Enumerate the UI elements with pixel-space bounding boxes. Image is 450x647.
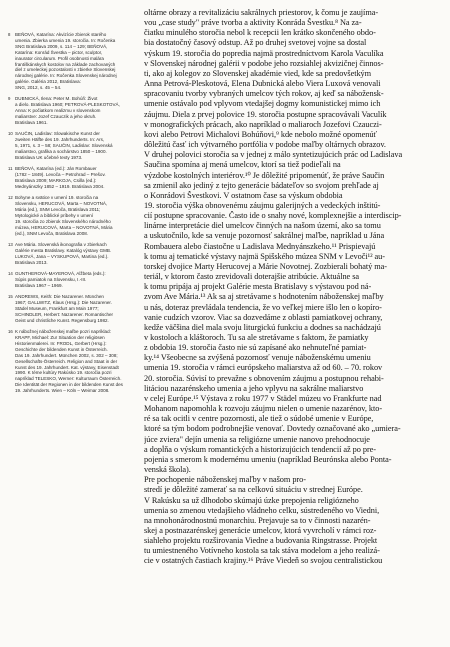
body-text-line: v Slovenskej národnej galérii v podobe jeho rozsiahlej akvizičnej činnos-: [144, 58, 384, 68]
body-text-line: v kostoloch a kláštoroch. Tu sa ale stretávame s faktom, že pamiatky: [144, 333, 369, 342]
body-text-line: V druhej polovici storočia sa v jednej z málo syntetizujúcich prác od Ladislava: [144, 150, 403, 160]
body-text-line: torskej dvojice Marty Herucovej a Márie Novotnej. Zozbierali bohatý ma-: [144, 261, 387, 271]
body-text-line: čiatku minulého storočia nebol k recepcii len krátko skončeného obdo-: [144, 28, 376, 38]
footnote-number: 13: [8, 242, 13, 248]
body-text-line: u nás, doteraz prevládala tendencia, že vo veľkej miere išlo len o kopíro-: [144, 302, 382, 312]
footnote: [8, 131, 138, 161]
body-text-line: o Konrádovi Švestkovi. V ostatnom čase sa výskum obdobia: [144, 190, 343, 200]
footnote: [8, 166, 138, 190]
body-text-line: Pre pochopenie náboženskej maľby v našom pro-: [144, 475, 306, 485]
footnote: [8, 32, 138, 91]
body-text-line: z obdobia 19. storočia často nie sú zapísané ako nehnuteľné pamiat-: [144, 343, 367, 353]
footnote: [8, 195, 138, 236]
body-text-line: cie v ostatných častiach krajiny.¹⁶ Práve Viedeň so svojou centralistickou: [144, 556, 383, 566]
body-text-line: siahleho projektu rozširovania Viedne a budovania Ringstrasse. Projekt: [144, 536, 378, 546]
footnote-number: 15: [8, 294, 13, 300]
body-text-line: výzdobe kostolných interiérov.¹⁰ Je dôležité pripomenúť, že práve Saučin: [144, 170, 385, 180]
body-text-line: k tomu pripája aj projekt Galérie mesta Bratislavy s výstavou pod ná-: [144, 282, 372, 292]
footnote-number: 11: [8, 166, 13, 172]
body-text-line: spracovaniu tvorby vybraných umelcov tých rokov, aj keď sa nábožensk-: [144, 89, 384, 99]
body-text-line: a dopĺňa o výskum romantických a historizujúcich tendencií až po pre-: [144, 444, 377, 454]
footnote-text: K nábožnej náboženskej maľbe pozri napríklad: KRAPF, Michael: Zur Situation der religiösen Historienmalerei. In: FRODL, Gerbert (Hrsg.): Geschichte der bildenden Kunst in Österreich. Das 19. Jahrhundert. München 2002, s. 302 – 308; Gesellschafts-Österreich. Religion and Staat in der Kunst des 19. Jahrhundert. Kat. výstavy, Eisenstadt 1990. K téme kultúry Rakúsko 19. storočia pozri napríklad TELESKO, Werner: Kulturraum Österreich. Die Identität der Regionen in der bildenden Kunst des 19. Jahrhunderts. Wien – Köln – Weimar 2008.: [15, 329, 123, 394]
body-text-line: zvom Ave Mária.¹³ Ak sa aj stretávame s hodnotením náboženskej maľby: [144, 292, 384, 302]
body-text-line: a uskutočnilo, kde sa venuje pozornosť sakrálnej maľbe, napríklad u Jána: [144, 231, 385, 241]
body-text-line: kovi alebo Petrovi Michalovi Bohúňovi,⁹ kde nebolo možné opomenúť: [144, 129, 377, 139]
body-text-line: ktoré sa tým bodom podrobnejšie venovať. Dovtedy označované ako „umiera-: [144, 424, 401, 434]
body-text-line: Saučina spomína aj mená umelcov, ktorí sa tiež podieľali na: [144, 160, 341, 170]
body-text-line: v celej Európe.¹⁵ Výstava z roku 1977 v Städel múzeu vo Frankfurte nad: [144, 393, 382, 403]
body-text-line: Rombauera alebo čiastočne u Ladislava Mednyánszkeho.¹¹ Prispievajú: [144, 241, 376, 251]
footnote: [8, 96, 138, 126]
body-text-line: venská škola).: [144, 465, 191, 475]
body-text-line: skej a postnazarénskej generácie umelcov, ktorá vyvrcholí v rámci roz-: [144, 525, 377, 535]
body-text-line: tu umiestneného Votívneho kostola sa tak stáva modelom a jeho realizá-: [144, 546, 380, 556]
body-text-line: kedže väčšina diel mala svoju liturgickú funkciu a dodnes sa nachádzajú: [144, 322, 381, 332]
footnotes-column: [8, 32, 138, 399]
footnote-text: Bohyne a svätice v umení 19. storočia na Slovensku, HERUCOVÁ, Marta – NOVOTNÁ, Mária (ed.), SNM Levoča, Bratislava 2011; Mytologické a biblické príbehy v umení 19. storočia zo zbierok Slovenského národného múzea, HERUCOVÁ, Marta – NOVOTNÁ, Mária (ed.), SNM Levoča, Bratislava 2008.: [15, 195, 113, 236]
body-text-line: bia dostatočný časový odstup. Až po druhej svetovej vojne sa dostal: [144, 38, 367, 48]
body-text-line: oltárne obrazy a revitalizáciu sakrálnych priestorov, k čomu je zaujíma-: [144, 8, 379, 17]
footnote-number: 8: [8, 32, 11, 37]
body-text-line: záujmu. Diela z prvej polovice 19. storočia postupne spracovávali Vaculík: [144, 109, 387, 119]
footnote: [8, 294, 138, 324]
body-text-line: ky.¹⁴ Všeobecne sa zvýšená pozornosť venuje náboženskému umeniu: [144, 353, 371, 363]
body-text-line: v monografických prácach, ako napríklad o maliaroch Jozefovi Czauczi-: [144, 119, 382, 129]
main-text-column: [144, 8, 437, 567]
footnote-text: DUBNICKÁ, Ilena: Peter M. Bohúň: Život a dielo. Bratislava 1960; PETROVÁ-PLESKOTOVÁ, Anna: K počiatkom realizmu v slovenskom maliarstve: Jozef Czauczik a jeho okruh. Bratislava 1961.: [15, 96, 120, 126]
footnote-number: 9: [8, 96, 11, 102]
footnote-number: 16: [8, 329, 13, 335]
footnote-text: SAUČIN, Ladislav: Slowakische Kunst der zweiten Hälfte des 19. Jahrhunderts. In: Ars, 5, 1971, s. 3 – 58; SAUČIN, Ladislav: Slovenská maliarstvo, grafika a sochárstvo 1850 – 1900. Bratislava UK učebné texty 1973.: [15, 131, 113, 160]
footnote: [8, 271, 138, 289]
body-text-line: umenie ostávalo pod vplyvom vtedajšej dogmy komunistickej mimo ich: [144, 99, 381, 109]
body-text-line: 20. storočia. Súvisí to prevažne s obnovením záujmu a postupnou rehabi-: [144, 373, 384, 383]
footnote-number: 12: [8, 195, 13, 201]
body-text-line: cií postupne spracovanie. Často ide o snahy nové, komplexnejšie a interdiscip-: [144, 211, 402, 221]
body-text-line: ré sa tak ocitli v centre pozornosti, ale tiež o súdobé umenie v Európe,: [144, 414, 374, 424]
body-text-line: linárne interpretácie diel umelcov činných na našom území, ako sa tomu: [144, 221, 381, 231]
body-text-line: V Rakúsku sa už dlhodobo skúmajú úzke prepojenia religiózneho: [144, 495, 359, 505]
body-text-line: 19. storočia výška obnovenému záujmu galerijných a vedeckých inštitú-: [144, 200, 381, 210]
body-text-line: Anna Petrová-Pleskotová, Elena Dubnická alebo Viera Luxová venovali: [144, 79, 381, 89]
body-text-line: pojenia s smerom k modernému umeniu (napríklad Beurónska alebo Ponta-: [144, 454, 392, 464]
footnote-number: 10: [8, 131, 13, 137]
body-text-line: umenia 19. storočia v rámci európskeho maliarstva až od 60. – 70. rokov: [144, 363, 383, 373]
body-text-line: výskum 19. storočia do popredia najmä prostredníctvom Karola Vaculíka: [144, 48, 384, 58]
body-text-line: vou „case study" práve tvorba a aktivity Konráda Švestku.⁸ Na za-: [144, 18, 362, 28]
body-text-line: litáciou nazarénskeho umenia a jeho vplyvu na sakrálne maliarstvo: [144, 383, 364, 393]
body-text-line: sa zmienil ako jediný z tejto generácie bádateľov so svojom prehľade aj: [144, 180, 379, 190]
body-text-line: dôležitú časť ich výtvarného portfólia v podobe maľby oltárnych obrazov.: [144, 140, 386, 150]
footnote-text: Ave Mária. Slovenská ikonografia v zbierkach Galérie mesta Bratislavy. Katalóg výstavy GMB. LUKOVÁ, Jana – VYSKUPOVÁ, Martina (ed.). Bratislava 2013.: [15, 242, 112, 265]
footnote-number: 14: [8, 271, 13, 277]
footnote-text: BEŇOVÁ, Katarína (ed.): Ján Rombauer (1782 – 1849). Levoča – Petrohrad – Prešov. Bratislava 2009; MARKOJA, Csilla (ed.): Mednyánszky 1852 – 1919. Bratislava 2004.: [15, 166, 106, 190]
body-text-line: júce zviera" dejín umenia sa religiózne umenie nanovo prehodnocuje: [144, 434, 370, 444]
footnote-text: GUNTHEROVÁ-MAYEROVÁ, Alžbeta (eds.): Súpis pamiatok na Slovensku, I.-III. Bratislava 1967 – 1969.: [15, 271, 106, 288]
body-text-line: Mohanom napomohla k rozvoju záujmu nielen o umenie nazarénov, kto-: [144, 404, 383, 414]
body-text-line: na mnohonárodnostnú monarchiu. Prejavuje sa to v činnosti nazarén-: [144, 515, 371, 525]
body-text-line: umenia so zmenou vtedajšieho vládneho celku, sústredeného vo Viedni,: [144, 505, 380, 515]
body-text-line: stredí je dôležité zamerať sa na celkovú situáciu v strednej Európe.: [144, 485, 363, 495]
footnote-text: BEŇOVÁ, Katarína: Akvizície zbierok starého umenia. Zbierka umenia 19. storočia. In: Ročenka SNG Bratislava 2009, s. 114 – 129; BEŇOVÁ, Katarína: Konrád Švestka – pictor, sculptor, inaurator circularum. Profil osobnosti malára františkánskych kostolov na základe zachovaných diel z umeleckej pozostalosti v zbierke Slovenskej národnej galérie. In: Ročenka Slovenskej národnej galérie. Galéria 2012, Bratislava: SNG, 2012, s. 45 – 54.: [15, 32, 117, 91]
footnote: [8, 242, 138, 266]
body-text-line: teriál, v ktorom často zrevidovali doterajšie atribúcie. Aktuálne sa: [144, 272, 360, 282]
footnote: [8, 329, 138, 394]
footnote-text: ANDREWS, Keith: Die Nazarener. München 1967; GALLWITZ, Klaus (Hrsg.): Die Nazarener. Städel Museum, Frankfurt am Main 1977; SCHINDLER, Herbert: Nazarener. Romantischer Geist und christliche Kunst. Regensburg 1982.: [15, 294, 114, 323]
body-text-line: ti, ako aj kolegov zo Slovenskej akadémie vied, kde sa predovšetkým: [144, 68, 372, 78]
body-text-line: k tomu aj tematické výstavy najmä Spišského múzea SNM v Levoči¹² au-: [144, 251, 385, 261]
body-text-line: vanie cudzích vzorov. Viac sa dozvedáme z oblasti pamiatkovej ochrany,: [144, 312, 383, 322]
